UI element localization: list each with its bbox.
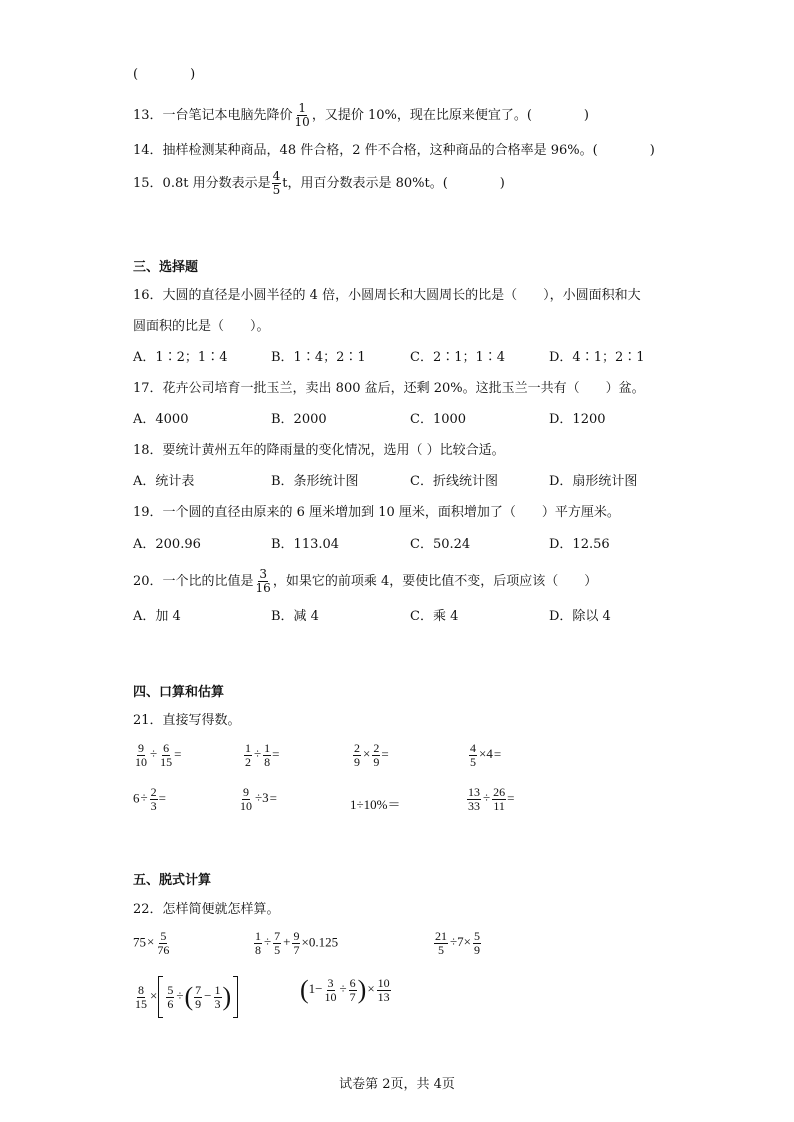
question-20 (133, 568, 597, 595)
left-bracket (158, 976, 163, 1018)
q16-option-c[interactable]: C．2∶1；1∶4 (410, 350, 506, 365)
q17-option-d[interactable]: D．1200 (549, 412, 606, 427)
question-15 (133, 170, 505, 197)
left-paren: ( (300, 975, 309, 1004)
question-14: 14．抽样检测某种商品，48 件合格，2 件不合格，这种商品的合格率是 96%。( ) (133, 143, 655, 158)
expr-3: $\frac{21}{5}$ ÷7× $\frac{5}{9}$ (435, 929, 480, 957)
q20-text-pre: 20．一个比的比值是 (133, 574, 254, 589)
q20-option-d[interactable]: D．除以 4 (549, 609, 611, 624)
q19-option-b[interactable]: B．113.04 (271, 537, 340, 552)
calc-r2c3: 1÷10%＝ (350, 797, 401, 812)
q20-options (133, 608, 773, 626)
q18-option-a[interactable]: A．统计表 (133, 474, 195, 489)
q18-option-b[interactable]: B．条形统计图 (271, 474, 359, 489)
calc-r1c2: $\frac{1}{2}$ ÷ $\frac{1}{8}$ = (245, 741, 280, 769)
q19-option-c[interactable]: C．50.24 (410, 537, 471, 552)
q17-option-b[interactable]: B．2000 (271, 412, 327, 427)
calc-r2c4: $\frac{13}{33}$ ÷ $\frac{26}{11}$ = (468, 785, 515, 813)
q20-fraction: $\frac{3}{16}$ (255, 567, 271, 595)
q19-option-d[interactable]: D．12.56 (549, 537, 610, 552)
calc-r1c4: $\frac{4}{5}$ ×4= (470, 741, 502, 769)
q16-options (133, 349, 773, 367)
question-21: 21．直接写得数。 (133, 713, 241, 728)
q16-option-d[interactable]: D．4∶1；2∶1 (549, 350, 645, 365)
question-13 (133, 102, 589, 129)
q15-fraction: $\frac{4}{5}$ (272, 169, 281, 197)
q13-text-pre: 13．一台笔记本电脑先降价 (133, 108, 293, 123)
section-4-heading: 四、口算和估算 (133, 685, 225, 700)
q17-options (133, 411, 773, 429)
q18-option-d[interactable]: D．扇形统计图 (549, 474, 638, 489)
q20-option-b[interactable]: B．减 4 (271, 609, 319, 624)
calc-r1c3: $\frac{2}{9}$ × $\frac{2}{9}$ = (354, 741, 389, 769)
q19-options (133, 536, 773, 554)
q20-option-c[interactable]: C．乘 4 (410, 609, 459, 624)
right-bracket (233, 976, 238, 1018)
expr-4: $\frac{8}{15}$ × $\frac{5}{6}$ ÷( $\frac{7}{9}$ − $\frac{1}{3}$ ) (133, 976, 238, 1018)
calc-r1c1: $\frac{9}{10}$ ÷ $\frac{6}{15}$ = (135, 741, 182, 769)
question-19: 19．一个圆的直径由原来的 6 厘米增加到 10 厘米，面积增加了（ ）平方厘米。 (133, 505, 620, 520)
q16-option-b[interactable]: B．1∶4；2∶1 (271, 350, 366, 365)
expr-2: $\frac{1}{8}$ ÷ $\frac{7}{5}$ + $\frac{9}{7}$ ×0.125 (255, 929, 339, 957)
q19-option-a[interactable]: A．200.96 (133, 537, 201, 552)
section-5-heading: 五、脱式计算 (133, 873, 212, 888)
right-paren: ) (222, 982, 232, 1011)
question-18: 18．要统计黄州五年的降雨量的变化情况，选用（ ）比较合适。 (133, 443, 505, 458)
q12-answer-blank: ( ) (133, 67, 196, 82)
q15-text-pre: 15．0.8t 用分数表示是 (133, 176, 271, 191)
q13-fraction: $\frac{1}{10}$ (294, 101, 310, 129)
left-paren: ( (184, 982, 194, 1011)
right-paren: ) (357, 975, 367, 1004)
page-footer: 试卷第 2页，共 4页 (339, 1077, 455, 1092)
question-16-line1: 16．大圆的直径是小圆半径的 4 倍，小圆周长和大圆周长的比是（ ），小圆面积和大 (133, 288, 641, 303)
q15-text-post: t，用百分数表示是 80%t。( ) (282, 176, 505, 191)
q16-option-a[interactable]: A．1∶2；1∶4 (133, 350, 228, 365)
section-3-heading: 三、选择题 (133, 260, 199, 275)
calc-r2c1: 6÷ $\frac{2}{3}$ = (133, 785, 166, 813)
q18-option-c[interactable]: C．折线统计图 (410, 474, 498, 489)
q13-text-post: ，又提价 10%，现在比原来便宜了。( ) (311, 108, 589, 123)
expr-1: 75× $\frac{5}{76}$ (133, 929, 170, 957)
calc-r2c2: $\frac{9}{10}$ ÷3= (240, 785, 277, 813)
q17-option-a[interactable]: A．4000 (133, 412, 189, 427)
q18-options (133, 473, 773, 491)
q17-option-c[interactable]: C．1000 (410, 412, 467, 427)
q20-option-a[interactable]: A．加 4 (133, 609, 181, 624)
q20-text-post: ，如果它的前项乘 4，要使比值不变，后项应该（ ） (272, 574, 598, 589)
question-17: 17．花卉公司培育一批玉兰，卖出 800 盆后，还剩 20%。这批玉兰一共有（ ）盆。 (133, 381, 645, 396)
question-16-line2: 圆面积的比是（ ）。 (133, 319, 270, 334)
expr-5: (1− $\frac{3}{10}$ ÷ $\frac{6}{7}$ )× $\frac{10}{13}$ (300, 975, 390, 1004)
question-22: 22．怎样简便就怎样算。 (133, 902, 280, 917)
